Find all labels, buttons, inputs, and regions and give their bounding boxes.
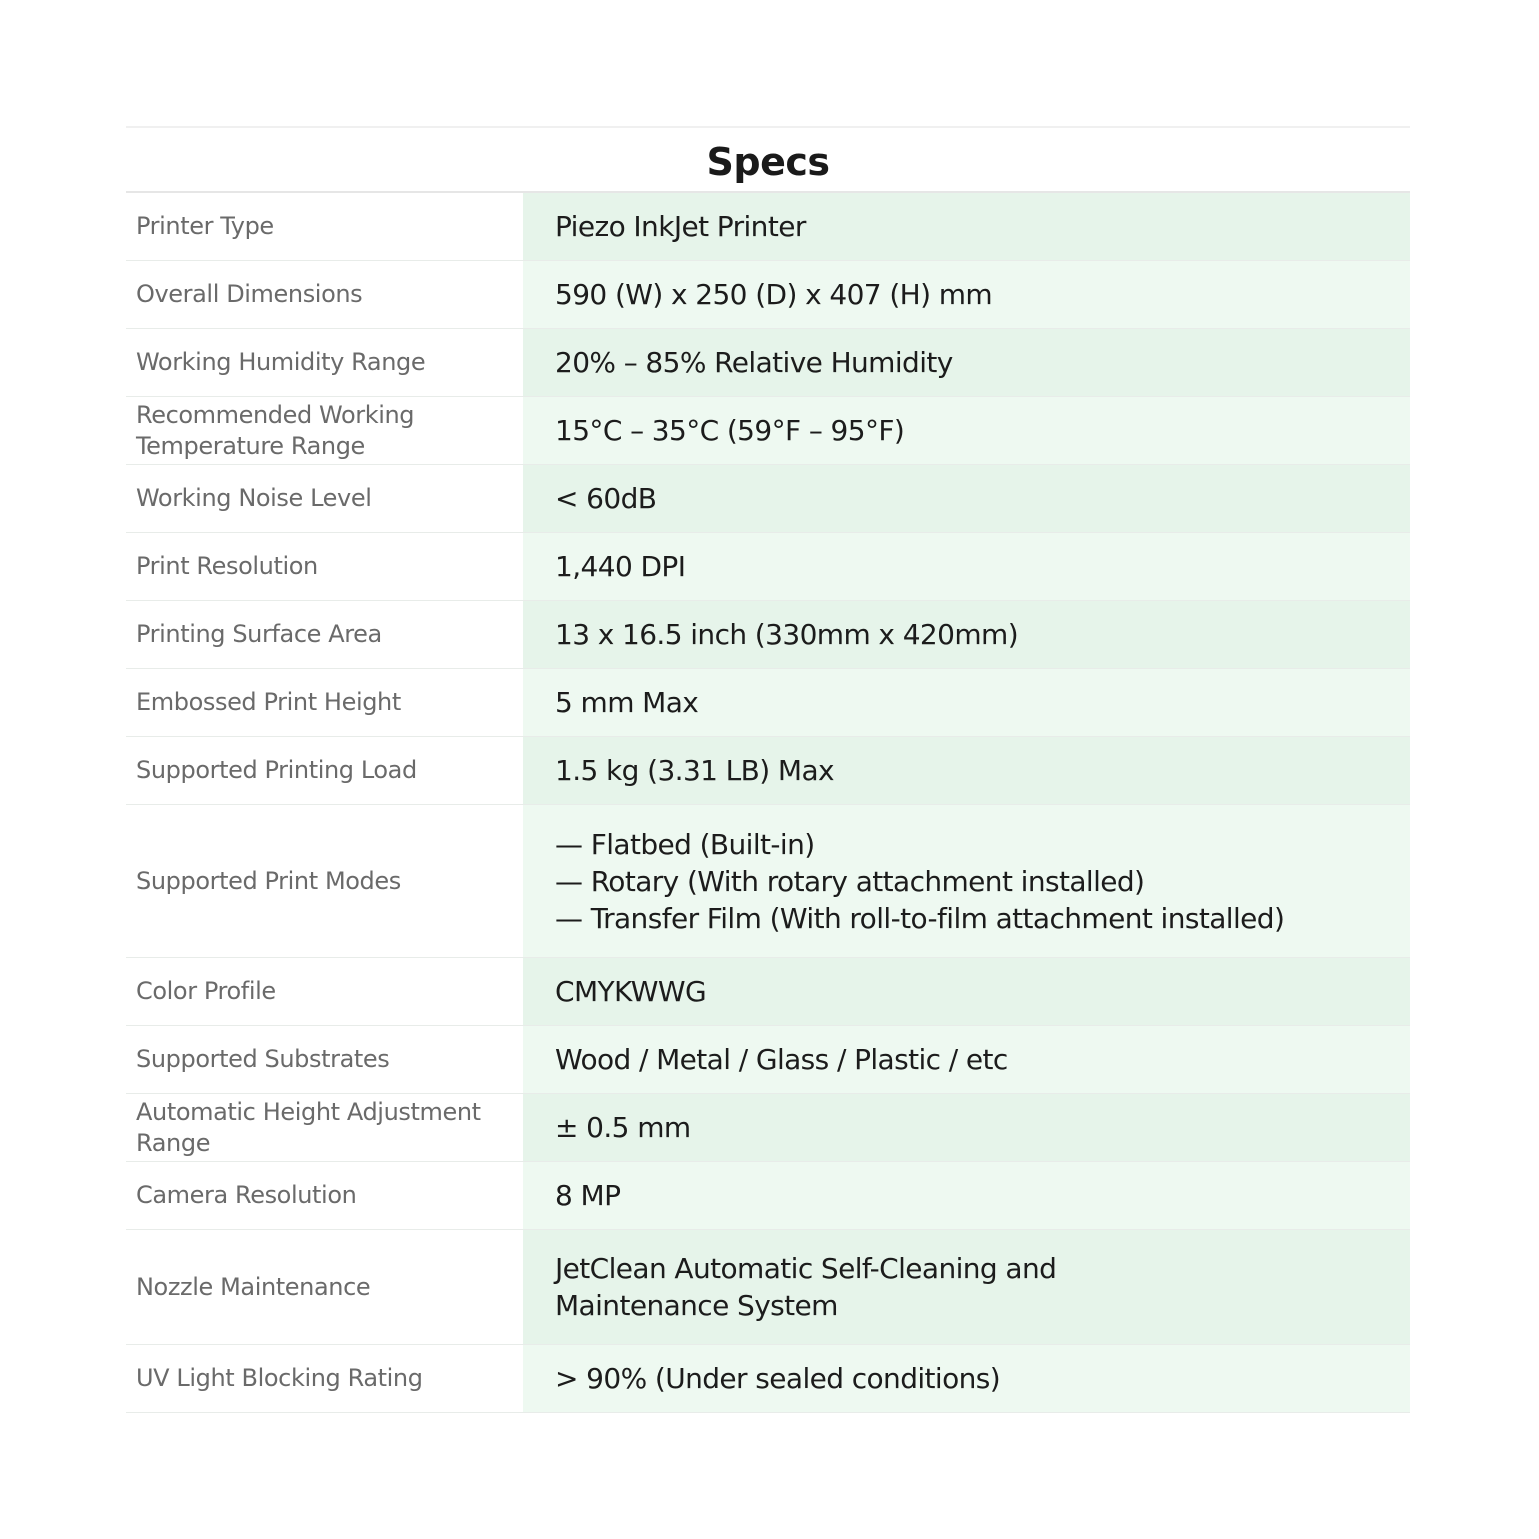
- spec-label: Printing Surface Area: [126, 601, 523, 668]
- spec-row-overall-dimensions: [126, 261, 1410, 329]
- spec-value: 13 x 16.5 inch (330mm x 420mm): [523, 601, 1410, 668]
- value-line: JetClean Automatic Self-Cleaning and: [555, 1252, 1057, 1285]
- spec-value: 8 MP: [523, 1162, 1410, 1229]
- spec-label: Supported Printing Load: [126, 737, 523, 804]
- spec-row-print-resolution: [126, 533, 1410, 601]
- spec-label: Recommended Working Temperature Range: [126, 397, 523, 464]
- spec-value: ± 0.5 mm: [523, 1094, 1410, 1161]
- spec-label: Camera Resolution: [126, 1162, 523, 1229]
- spec-label: Embossed Print Height: [126, 669, 523, 736]
- spec-label: Print Resolution: [126, 533, 523, 600]
- spec-label: Nozzle Maintenance: [126, 1230, 523, 1344]
- spec-label: Printer Type: [126, 193, 523, 260]
- spec-value: 20% – 85% Relative Humidity: [523, 329, 1410, 396]
- spec-value: 1,440 DPI: [523, 533, 1410, 600]
- spec-label: Working Humidity Range: [126, 329, 523, 396]
- print-mode-item: — Rotary (With rotary attachment installed): [555, 864, 1145, 898]
- print-mode-item: — Flatbed (Built-in): [555, 827, 815, 861]
- spec-label: Color Profile: [126, 958, 523, 1025]
- spec-row-camera-resolution: [126, 1162, 1410, 1230]
- spec-value: 590 (W) x 250 (D) x 407 (H) mm: [523, 261, 1410, 328]
- spec-row-color-profile: [126, 958, 1410, 1026]
- spec-value: 5 mm Max: [523, 669, 1410, 736]
- spec-label: Overall Dimensions: [126, 261, 523, 328]
- spec-label: Supported Print Modes: [126, 805, 523, 957]
- specs-title: Specs: [706, 139, 830, 184]
- spec-value: [523, 1230, 1410, 1344]
- spec-row-working-noise-level: [126, 465, 1410, 533]
- spec-value: 15°C – 35°C (59°F – 95°F): [523, 397, 1410, 464]
- spec-value: [523, 805, 1410, 957]
- spec-value: < 60dB: [523, 465, 1410, 532]
- spec-row-working-humidity-range: [126, 329, 1410, 397]
- spec-label: UV Light Blocking Rating: [126, 1345, 523, 1412]
- spec-row-printing-surface-area: [126, 601, 1410, 669]
- spec-label: Supported Substrates: [126, 1026, 523, 1093]
- spec-row-printer-type: [126, 193, 1410, 261]
- spec-row-working-temperature-range: [126, 397, 1410, 465]
- spec-label: Automatic Height Adjustment Range: [126, 1094, 523, 1161]
- print-mode-item: — Transfer Film (With roll-to-film attachment installed): [555, 901, 1285, 935]
- spec-value: Wood / Metal / Glass / Plastic / etc: [523, 1026, 1410, 1093]
- spec-row-auto-height-adjustment: [126, 1094, 1410, 1162]
- spec-row-supported-printing-load: [126, 737, 1410, 805]
- spec-row-embossed-print-height: [126, 669, 1410, 737]
- specs-table: [126, 126, 1410, 1413]
- spec-value: CMYKWWG: [523, 958, 1410, 1025]
- spec-row-nozzle-maintenance: [126, 1230, 1410, 1345]
- spec-value: > 90% (Under sealed conditions): [523, 1345, 1410, 1412]
- spec-value: Piezo InkJet Printer: [523, 193, 1410, 260]
- spec-row-supported-substrates: [126, 1026, 1410, 1094]
- spec-row-uv-light-blocking-rating: [126, 1345, 1410, 1413]
- spec-label: Working Noise Level: [126, 465, 523, 532]
- value-line: Maintenance System: [555, 1289, 838, 1322]
- spec-row-supported-print-modes: [126, 805, 1410, 958]
- specs-header: [126, 126, 1410, 193]
- spec-value: 1.5 kg (3.31 LB) Max: [523, 737, 1410, 804]
